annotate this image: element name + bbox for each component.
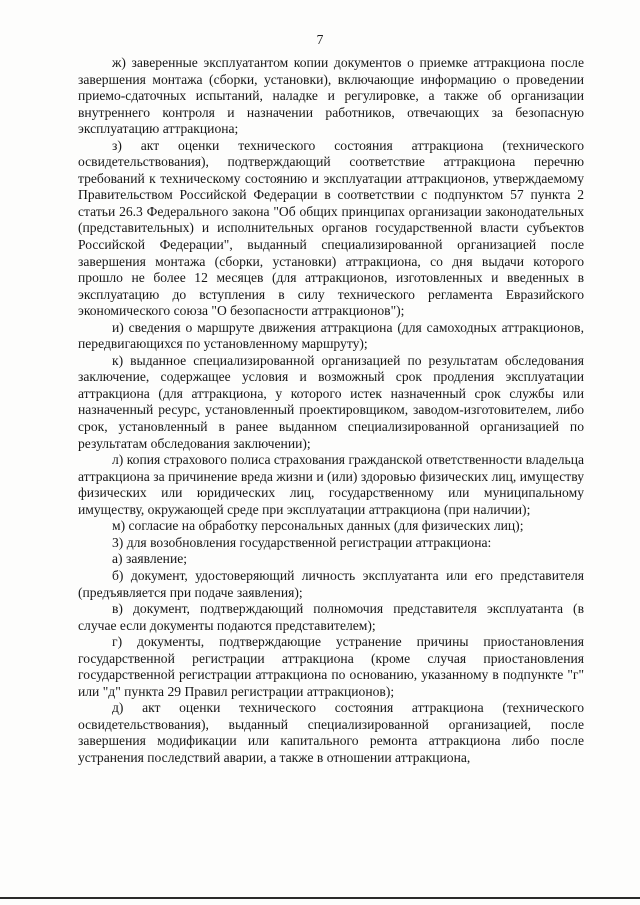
page-number: 7 [316, 32, 324, 47]
document-body [78, 55, 584, 767]
paragraph-k: к) выданное специализированной организацией по результатам обследования заключение, содержащее условия и возможный срок продления эксплуатации аттракциона (для аттракциона, у которого истек назначенный срок службы или назначенный ресурс, установленный проектировщиком, заводом-изготовителем, либо срок, установленный в ранее выданном специализированной организацией по результатам обследования заключении); [78, 352, 584, 451]
paragraph-a: а) заявление; [112, 551, 188, 567]
paragraph-b: б) документ, удостоверяющий личность эксплуатанта или его представителя (предъявляется при подаче заявления); [78, 567, 584, 600]
paragraph-i: и) сведения о маршруте движения аттракциона (для самоходных аттракционов, передвигающихся по установленному маршруту); [78, 319, 584, 352]
paragraph-zh: ж) заверенные эксплуатантом копии документов о приемке аттракциона после завершения монтажа (сборки, установки), включающие информацию о проведении приемо-сдаточных испытаний, наладке и регулировке, а также об организации внутреннего контроля и назначении работников, отвечающих за безопасную эксплуатацию аттракциона; [78, 55, 584, 137]
paragraph-m: м) согласие на обработку персональных данных (для физических лиц); [112, 518, 524, 534]
paragraph-g: г) документы, подтверждающие устранение причины приостановления государственной регистрации аттракциона (кроме случая приостановления государственной регистрации аттракциона по основанию, указанному в подпункте "г" или "д" пункта 29 Правил регистрации аттракционов); [78, 634, 584, 699]
paragraph-z: з) акт оценки технического состояния аттракциона (технического освидетельствования), подтверждающий соответствие аттракциона перечню требований к техническому состоянию и эксплуатации аттракционов, утверждаемому Правительством Российской Федерации в соответствии с подпунктом 57 пункта 2 статьи 26.3 Федерального закона "Об общих принципах организации законодательных (представительных) и исполнительных органов государственной власти субъектов Российской Федерации", выданный специализированной организацией после завершения монтажа (сборки, установки) аттракциона, со дня выдачи которого прошло не более 12 месяцев (для аттракционов, изготовленных и введенных в эксплуатацию до вступления в силу технического регламента Евразийского экономического союза "О безопасности аттракционов"); [78, 137, 584, 319]
bottom-scan-edge [0, 897, 640, 899]
paragraph-l: л) копия страхового полиса страхования гражданской ответственности владельца аттракциона за причинение вреда жизни и (или) здоровью физических лиц, имуществу физических или юридических лиц, государственному или муниципальному имуществу, окружающей среде при эксплуатации аттракциона (при наличии); [78, 452, 584, 517]
paragraph-v: в) документ, подтверждающий полномочия представителя эксплуатанта (в случае если документы подаются представителем); [78, 601, 584, 633]
section-heading-3: 3) для возобновления государственной регистрации аттракциона: [112, 534, 492, 550]
paragraph-d: д) акт оценки технического состояния аттракциона (технического освидетельствования), выданный специализированной организацией, после завершения модификации или капитального ремонта аттракциона либо после устранения последствий аварии, а также в отношении аттракциона, [78, 700, 584, 765]
